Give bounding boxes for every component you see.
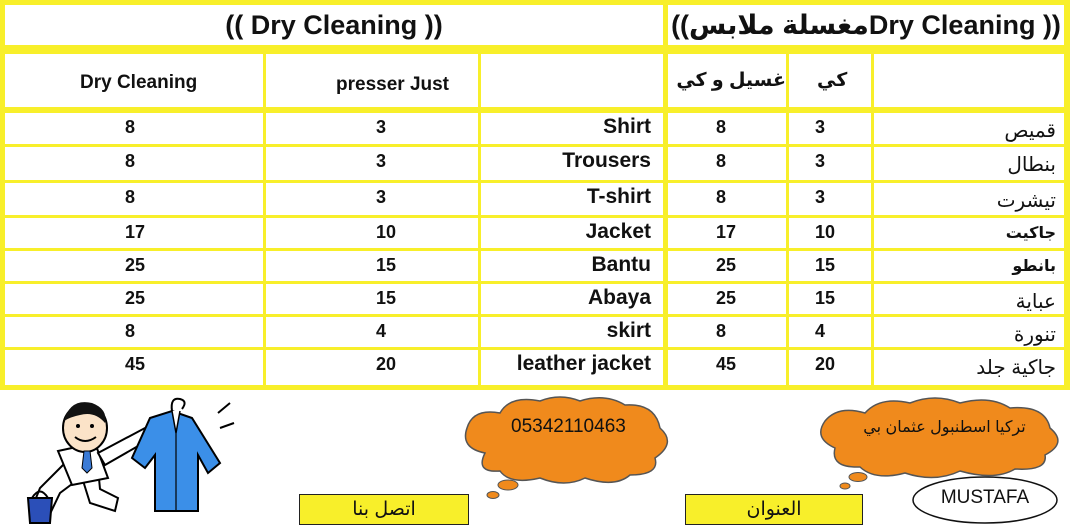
item-name-en: leather jacket — [481, 350, 663, 385]
item-name-ar: جاكية جلد — [874, 350, 1064, 385]
address-label-button[interactable]: العنوان — [685, 494, 863, 525]
dry-cleaning-price: 25 — [5, 251, 263, 281]
address-text: تركيا اسطنبول عثمان بي — [863, 419, 1026, 436]
just-press-price: 4 — [266, 317, 478, 347]
dry-cleaning-price: 17 — [5, 218, 263, 248]
item-name-ar: بنطال — [874, 147, 1064, 180]
just-press-price: 3 — [266, 147, 478, 180]
iron-price: 15 — [789, 251, 871, 281]
iron-price: 10 — [789, 218, 871, 248]
item-name-en: Jacket — [481, 218, 663, 248]
item-name-ar: بانطو — [874, 251, 1064, 281]
wash-iron-price: 8 — [668, 147, 786, 180]
item-name-en: Trousers — [481, 147, 663, 180]
iron-price: 4 — [789, 317, 871, 347]
just-press-price: 20 — [266, 350, 478, 385]
title-left: (( Dry Cleaning )) — [5, 5, 663, 45]
phone-number[interactable]: 05342110463 — [511, 416, 626, 437]
item-name-ar: عباية — [874, 284, 1064, 314]
item-name-ar: قميص — [874, 113, 1064, 144]
just-press-price: 3 — [266, 113, 478, 144]
header-iron-ar: كي — [789, 54, 871, 107]
title-right: ((مغسلة ملابسDry Cleaning )) — [668, 5, 1064, 45]
header-wash-iron-ar: غسيل و كي — [668, 54, 786, 107]
item-name-ar: تيشرت — [874, 183, 1064, 215]
item-name-ar: تنورة — [874, 317, 1064, 347]
wash-iron-price: 17 — [668, 218, 786, 248]
dry-cleaning-price: 8 — [5, 113, 263, 144]
dry-cleaning-price: 8 — [5, 183, 263, 215]
call-us-button[interactable]: اتصل بنا — [299, 494, 469, 525]
iron-price: 3 — [789, 183, 871, 215]
dry-cleaning-price: 45 — [5, 350, 263, 385]
item-name-en: T-shirt — [481, 183, 663, 215]
just-press-price: 15 — [266, 284, 478, 314]
wash-iron-price: 8 — [668, 317, 786, 347]
just-press-price: 15 — [266, 251, 478, 281]
item-name-en: skirt — [481, 317, 663, 347]
iron-price: 20 — [789, 350, 871, 385]
wash-iron-price: 8 — [668, 113, 786, 144]
iron-price: 3 — [789, 113, 871, 144]
iron-price: 3 — [789, 147, 871, 180]
iron-price: 15 — [789, 284, 871, 314]
phone-cloud-shape — [455, 393, 685, 503]
wash-iron-price: 25 — [668, 251, 786, 281]
just-press-price: 10 — [266, 218, 478, 248]
dry-cleaning-price: 8 — [5, 317, 263, 347]
header-just-presser: presser Just — [266, 54, 478, 107]
header-dry-cleaning: Dry Cleaning — [5, 54, 263, 107]
item-name-en: Bantu — [481, 251, 663, 281]
dry-cleaning-price: 25 — [5, 284, 263, 314]
item-name-en: Abaya — [481, 284, 663, 314]
header-blank-ar — [874, 54, 1064, 107]
header-blank-en — [481, 54, 663, 107]
just-press-price: 3 — [266, 183, 478, 215]
dry-cleaning-price: 8 — [5, 147, 263, 180]
wash-iron-price: 25 — [668, 284, 786, 314]
wash-iron-price: 8 — [668, 183, 786, 215]
item-name-en: Shirt — [481, 113, 663, 144]
item-name-ar: جاكيت — [874, 218, 1064, 248]
laundry-man-illustration — [20, 393, 235, 526]
wash-iron-price: 45 — [668, 350, 786, 385]
owner-name: MUSTAFA — [940, 487, 1030, 508]
